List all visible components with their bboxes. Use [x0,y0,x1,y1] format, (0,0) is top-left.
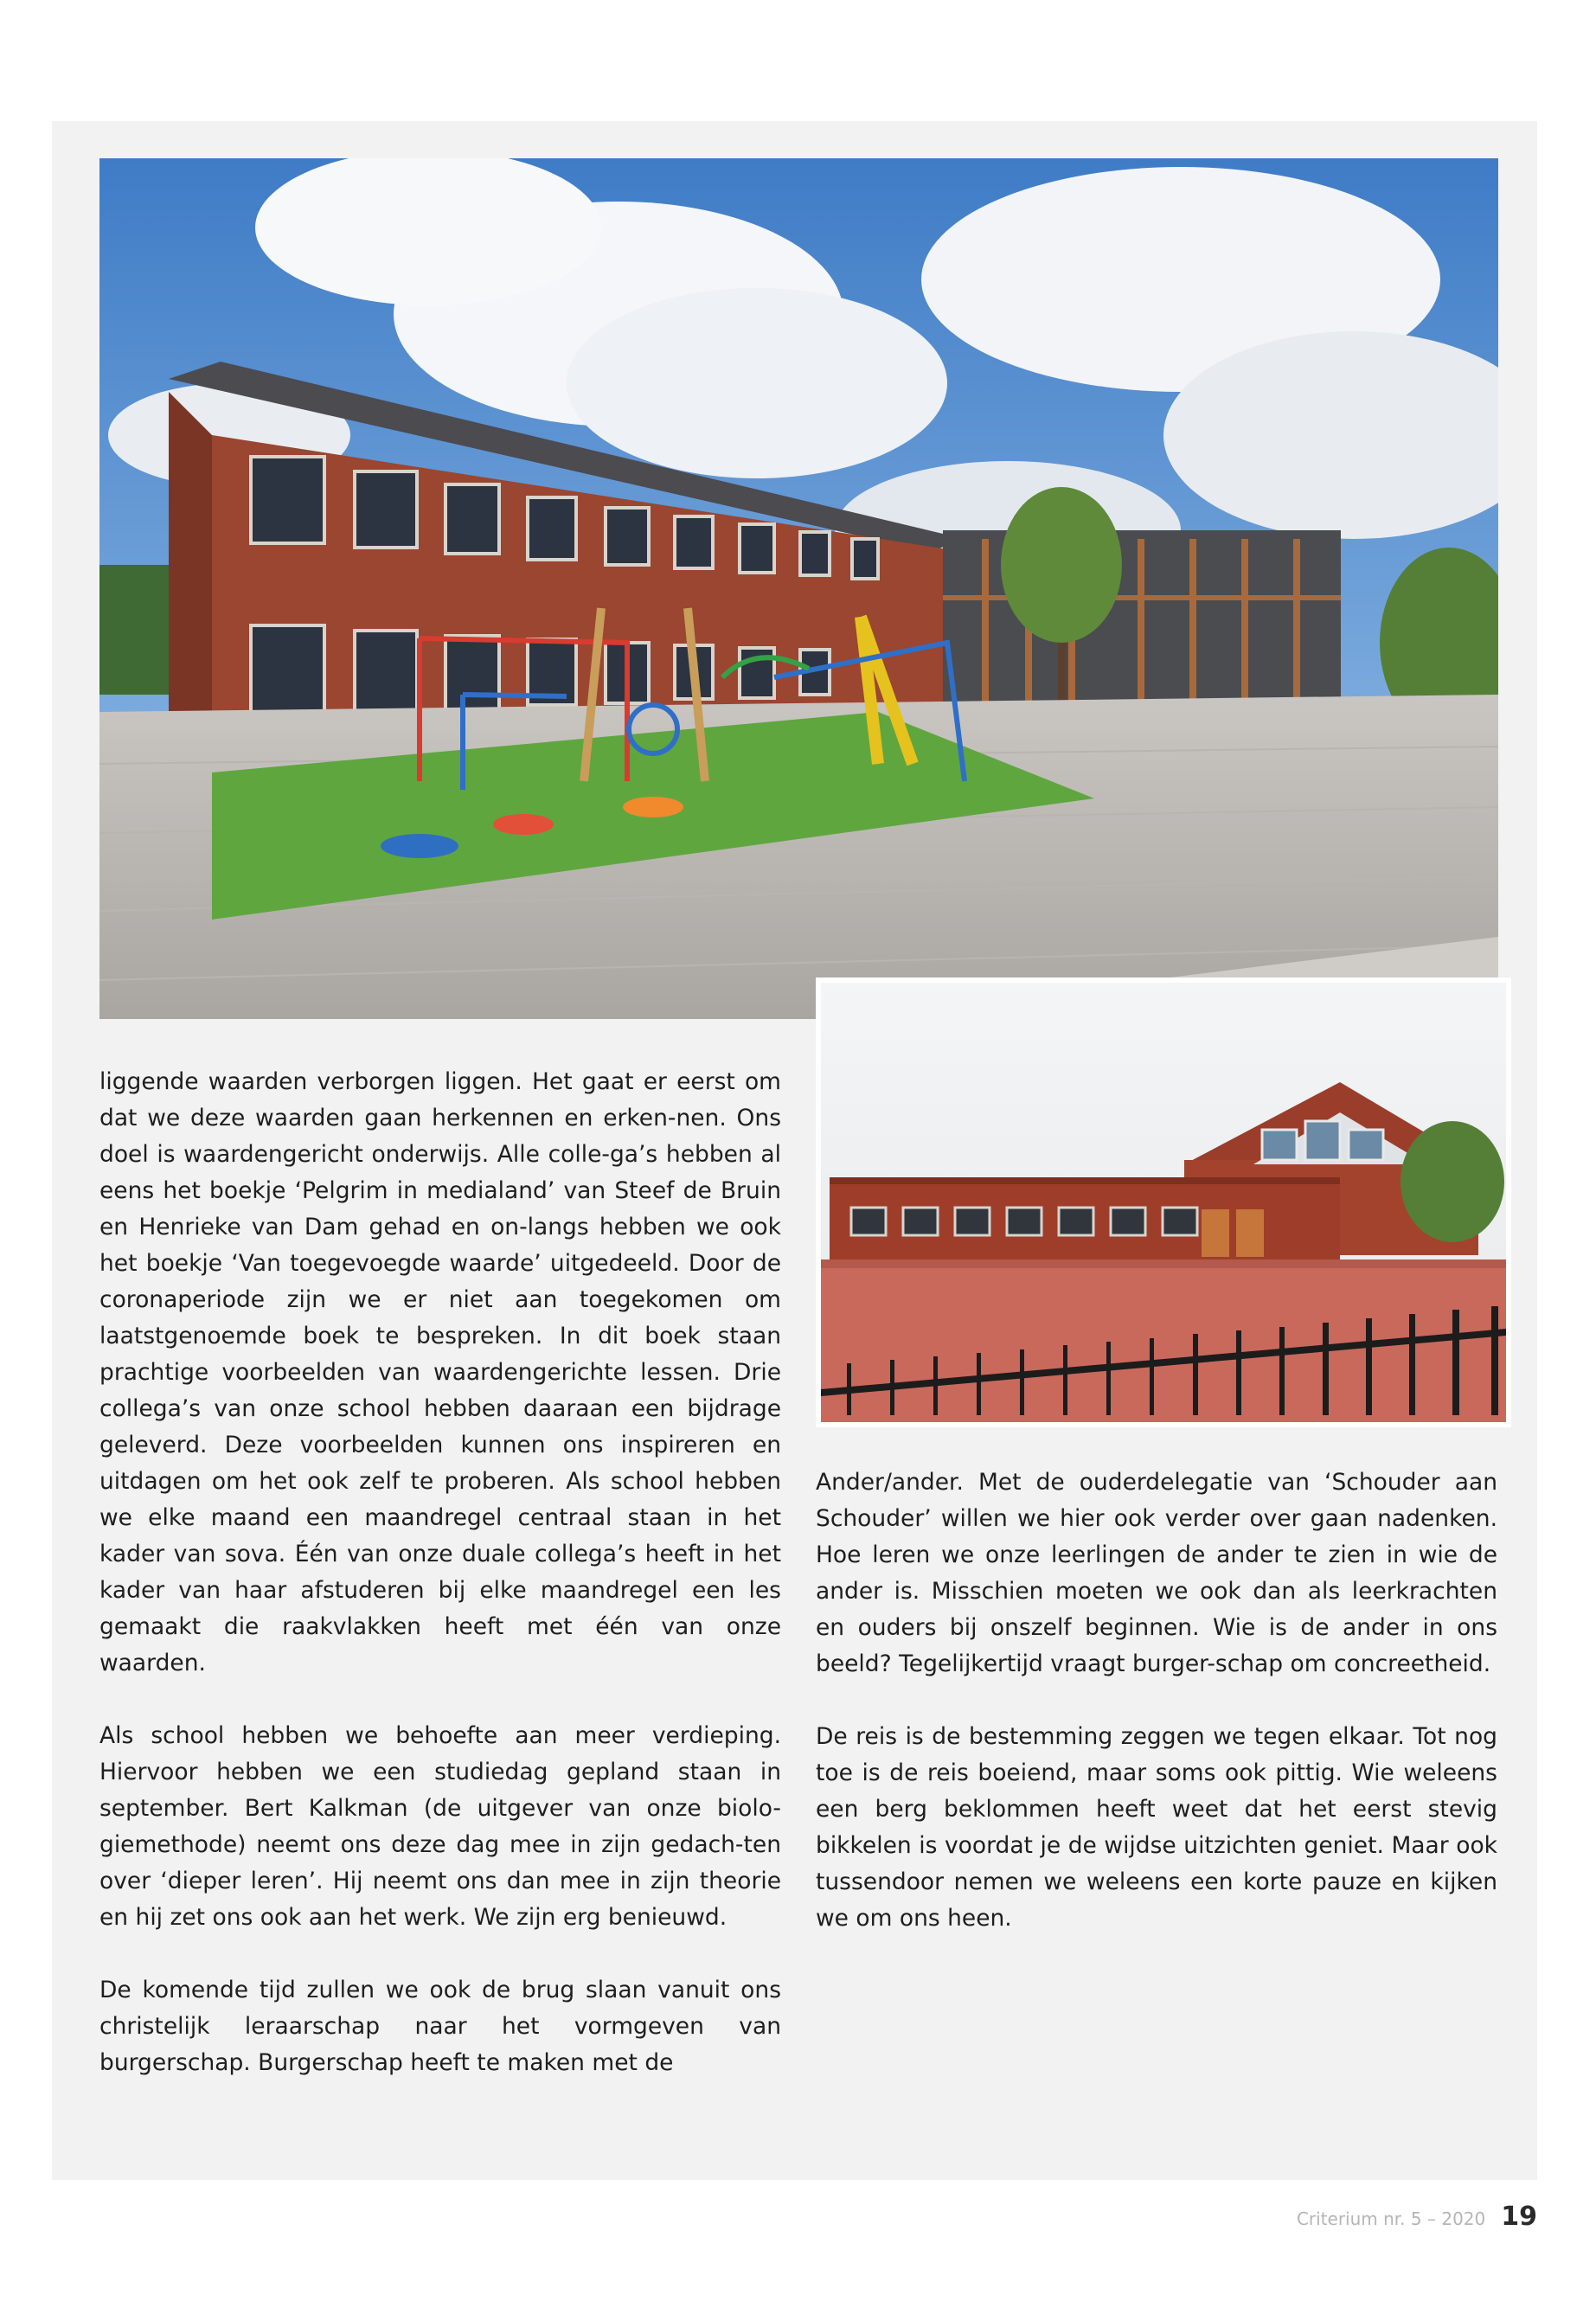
article-paragraph: De komende tijd zullen we ook de brug slaan vanuit ons christelijk leraarschap naar het vormgeven van burgerschap. Burgerschap heeft te maken met de [99,1977,781,2076]
page-number: 19 [1501,2202,1537,2232]
article-paragraph: liggende waarden verborgen liggen. Het gaat er eerst om dat we deze waarden gaan herkennen en erken-nen. Ons doel is waardengericht onderwijs. Alle colle-ga’s hebben al eens het boekje ‘Pelgrim in medialand’ van Steef de Bruin en Henrieke van Dam gehad en on-langs hebben we ook het boekje ‘Van toegevoegde waarde’ uitgedeeld. Door de coronaperiode zijn we er niet aan toegekomen om laatstgenoemde boek te bespreken. In dit boek staan prachtige voorbeelden van waardengerichte lessen. Drie collega’s van onze school hebben daaraan een bijdrage geleverd. Deze voorbeelden kunnen ons inspireren en uitdagen om het ook zelf te proberen. Als school hebben we elke maand een maandregel centraal staan in het kader van sova. Één van onze duale collega’s heeft in het kader van haar afstuderen bij elke maandregel een les gemaakt die raakvlakken heeft met één van onze waarden. [99,1068,781,1676]
article-paragraph: Als school hebben we behoefte aan meer verdieping. Hiervoor hebben we een studiedag gepland staan in september. Bert Kalkman (de uitgever van onze biolo-giemethode) neemt ons deze dag mee in zijn gedach-ten over ‘dieper leren’. Hij neemt ons dan mee in zijn theorie en hij zet ons ook aan het werk. We zijn erg benieuwd. [99,1722,781,1931]
article-paragraph: De reis is de bestemming zeggen we tegen elkaar. Tot nog toe is de reis boeiend, maar soms ook pittig. Wie weleens een berg beklommen heeft weet dat het eerst stevig bikkelen is voordat je de wijdse uitzichten geniet. Maar ook tussendoor nemen we weleens een korte pauze en kijken we om ons heen. [816,1723,1497,1932]
article-left-column [99,1064,781,2081]
publication-label: Criterium nr. 5 – 2020 [1296,2208,1486,2229]
article-paragraph: Ander/ander. Met de ouderdelegatie van ‘Schouder aan Schouder’ willen we hier ook verder over gaan nadenken. Hoe leren we onze leerlingen de ander te zien in wie de ander is. Misschien moeten we ook dan als leerkrachten en ouders bij onszelf beginnen. Wie is de ander in ons beeld? Tegelijkertijd vraagt burger-schap om concreetheid. [816,1469,1497,1677]
article-right-column [816,1465,1497,1937]
page-footer [1297,2202,1537,2232]
school-building-schoolyard-photo [816,977,1511,1427]
school-building-playground-photo [99,158,1498,1019]
